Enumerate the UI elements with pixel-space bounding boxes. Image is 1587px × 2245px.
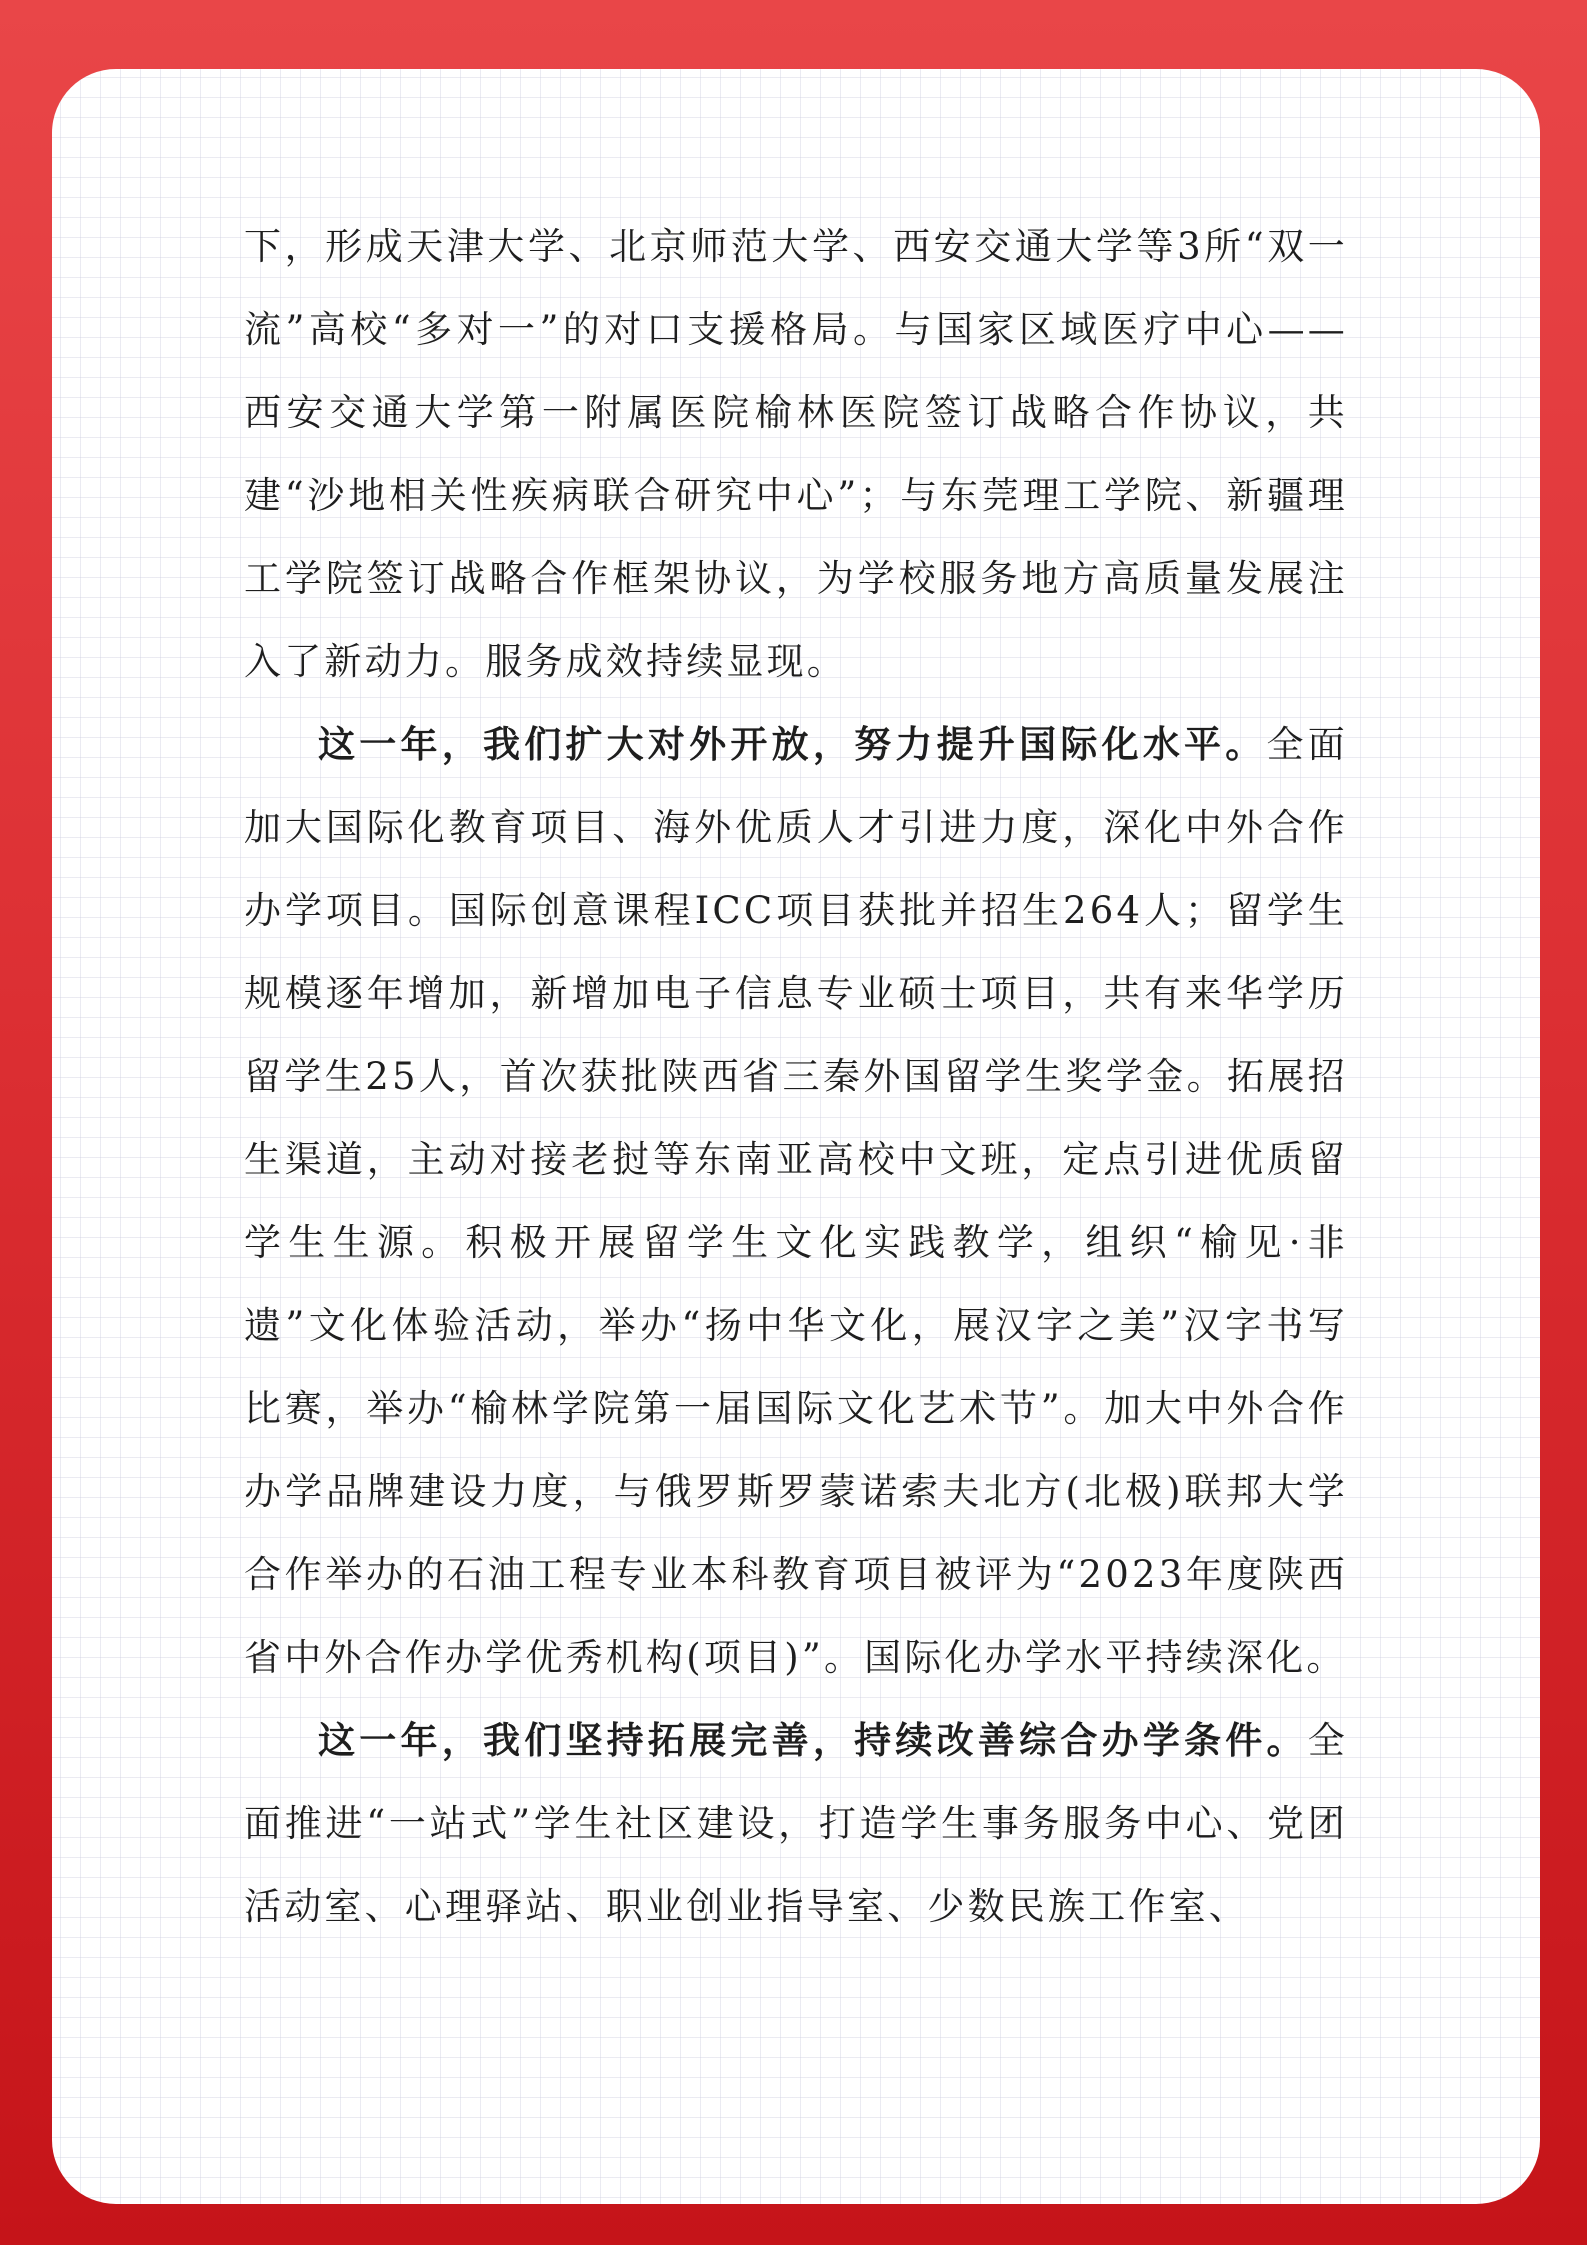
- body-text: [244, 205, 1348, 1948]
- document-page: [52, 69, 1540, 2204]
- paragraph-lead-bold: 这一年，我们扩大对外开放，努力提升国际化水平。: [318, 722, 1267, 766]
- paragraph-continued: [244, 205, 1348, 703]
- paragraph-text: 全面加大国际化教育项目、海外优质人才引进力度，深化中外合作办学项目。国际创意课程ICC项目获批并招生264人；留学生规模逐年增加，新增加电子信息专业硕士项目，共有来华学历留学生25人，首次获批陕西省三秦外国留学生奖学金。拓展招生渠道，主动对接老挝等东南亚高校中文班，定点引进优质留学生生源。积极开展留学生文化实践教学，组织“榆见·非遗”文化体验活动，举办“扬中华文化，展汉字之美”汉字书写比赛，举办“榆林学院第一届国际文化艺术节”。加大中外合作办学品牌建设力度，与俄罗斯罗蒙诺索夫北方(北极)联邦大学合作举办的石油工程专业本科教育项目被评为“2023年度陕西省中外合作办学优秀机构(项目)”。国际化办学水平持续深化。: [244, 723, 1348, 1679]
- paragraph-text: 全面推进“一站式”学生社区建设，打造学生事务服务中心、党团活动室、心理驿站、职业创业指导室、少数民族工作室、: [244, 1719, 1348, 1928]
- paragraph-lead-bold: 这一年，我们坚持拓展完善，持续改善综合办学条件。: [318, 1718, 1308, 1762]
- paragraph-international: [244, 703, 1348, 1699]
- paragraph-text: 下，形成天津大学、北京师范大学、西安交通大学等3所“双一流”高校“多对一”的对口支援格局。与国家区域医疗中心——西安交通大学第一附属医院榆林医院签订战略合作协议，共建“沙地相关性疾病联合研究中心”；与东莞理工学院、新疆理工学院签订战略合作框架协议，为学校服务地方高质量发展注入了新动力。服务成效持续显现。: [244, 225, 1348, 683]
- paragraph-conditions: [244, 1699, 1348, 1948]
